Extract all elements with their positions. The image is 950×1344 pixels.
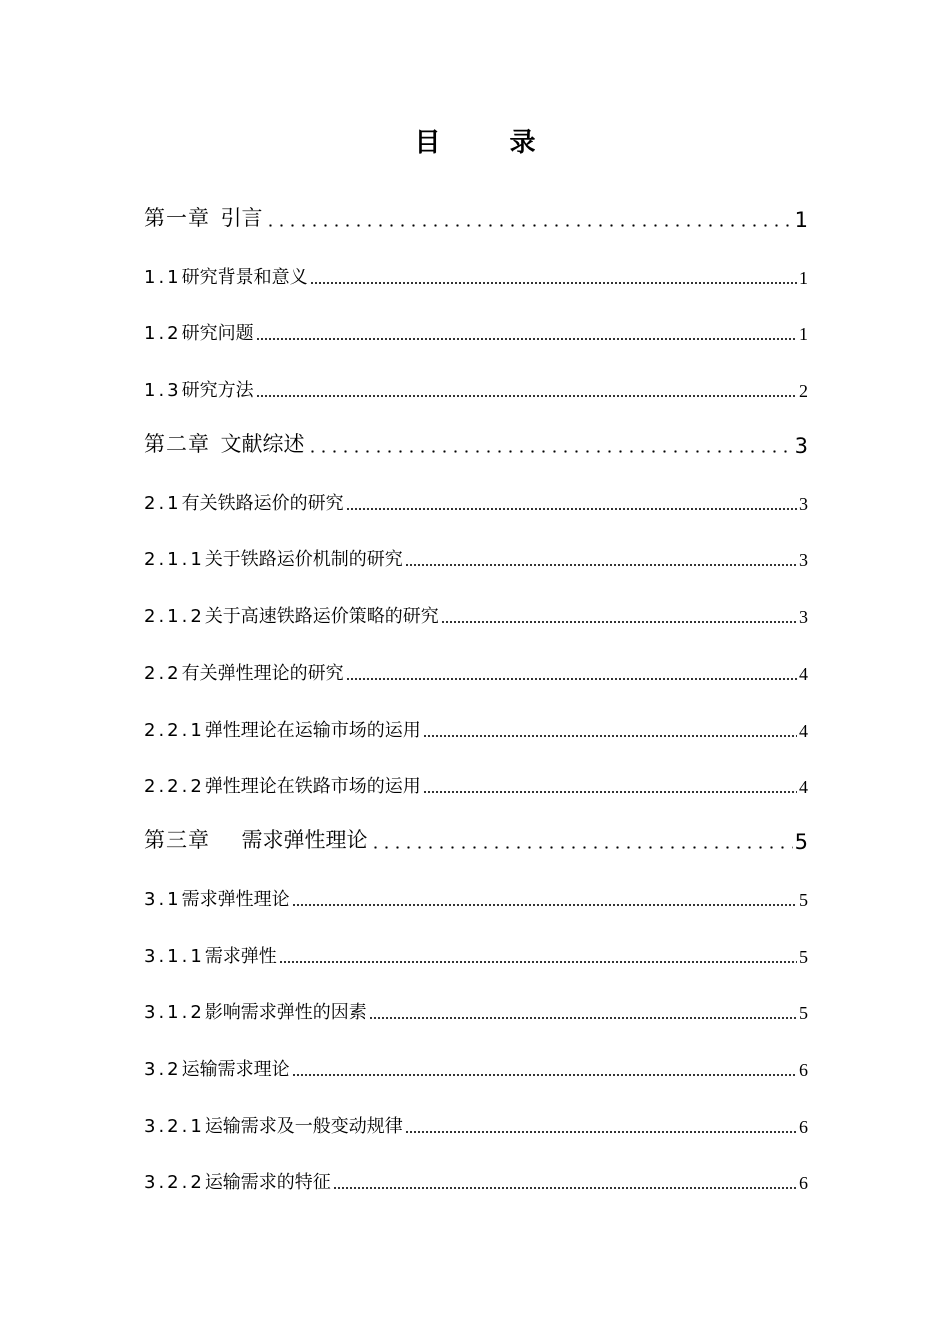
toc-row-title: 研究方法 xyxy=(181,380,254,402)
toc-row[interactable] xyxy=(144,746,808,803)
toc-row[interactable] xyxy=(144,575,808,632)
toc-title: 目 录 xyxy=(414,128,566,158)
toc-row-title: 关于铁路运价机制的研究 xyxy=(204,549,403,571)
toc-row-page: 2 xyxy=(799,381,808,402)
toc-row-page: 3 xyxy=(799,550,808,571)
toc-row[interactable] xyxy=(144,915,808,972)
toc-row-number: 2.2 xyxy=(144,662,182,684)
toc-row-label xyxy=(144,376,254,406)
toc-row[interactable] xyxy=(144,180,808,236)
toc-row-label xyxy=(144,545,403,575)
toc-list xyxy=(144,180,808,1198)
dot-leader xyxy=(405,1131,797,1133)
toc-row-label xyxy=(144,659,344,689)
toc-row-title: 文献综述 xyxy=(220,432,305,457)
toc-row[interactable] xyxy=(144,858,808,915)
dot-leader xyxy=(369,1017,797,1019)
toc-row[interactable] xyxy=(144,1028,808,1085)
toc-row-gap xyxy=(210,828,242,852)
toc-row-label xyxy=(144,1055,290,1085)
toc-row-number: 3.2.2 xyxy=(144,1172,205,1194)
toc-row-page: 6 xyxy=(799,1116,808,1137)
toc-row[interactable] xyxy=(144,406,808,462)
toc-row-title: 有关铁路运价的研究 xyxy=(181,492,344,514)
toc-row-label xyxy=(144,1168,331,1198)
toc-row-gap xyxy=(210,432,221,456)
dot-leader xyxy=(423,735,797,737)
toc-row-label xyxy=(144,602,439,632)
toc-row[interactable] xyxy=(144,689,808,746)
toc-row-number: 2.2.1 xyxy=(144,719,205,741)
dot-leader xyxy=(310,282,797,284)
toc-row-page: 3 xyxy=(799,607,808,628)
toc-row-title: 关于高速铁路运价策略的研究 xyxy=(204,606,439,628)
toc-row-title: 弹性理论在运输市场的运用 xyxy=(204,719,421,741)
toc-row-page: 1 xyxy=(799,267,808,288)
toc-row-label xyxy=(144,319,254,349)
toc-row-page: 3 xyxy=(794,434,808,459)
dot-leader xyxy=(265,224,793,227)
dot-leader xyxy=(279,961,797,963)
toc-row-title: 研究背景和意义 xyxy=(181,266,308,288)
toc-row-number: 2.2.2 xyxy=(144,776,205,798)
toc-row[interactable] xyxy=(144,293,808,350)
dot-leader xyxy=(333,1187,797,1189)
toc-row-page: 6 xyxy=(799,1059,808,1080)
dot-leader xyxy=(307,450,793,453)
toc-row-title: 运输需求及一般变动规律 xyxy=(204,1115,403,1137)
toc-row[interactable] xyxy=(144,632,808,689)
toc-row-label xyxy=(144,428,305,462)
toc-row-number: 3.1.1 xyxy=(144,945,205,967)
toc-row-label xyxy=(144,998,367,1028)
toc-row-number: 2.1 xyxy=(144,492,182,514)
toc-row-page: 3 xyxy=(799,493,808,514)
toc-row-label xyxy=(144,716,421,746)
toc-row-title: 需求弹性理论 xyxy=(181,888,290,910)
dot-leader xyxy=(346,678,797,680)
toc-row[interactable] xyxy=(144,972,808,1029)
toc-row-gap xyxy=(210,206,221,230)
toc-row-page: 1 xyxy=(799,324,808,345)
toc-row-number: 2.1.1 xyxy=(144,549,205,571)
toc-row[interactable] xyxy=(144,349,808,406)
toc-row-label xyxy=(144,942,277,972)
dot-leader xyxy=(346,508,797,510)
toc-row-number: 1.1 xyxy=(144,266,182,288)
toc-row-title: 运输需求的特征 xyxy=(204,1172,331,1194)
toc-row-title: 需求弹性理论 xyxy=(241,828,368,853)
toc-row[interactable] xyxy=(144,1142,808,1199)
toc-row-label xyxy=(144,489,344,519)
toc-row-page: 4 xyxy=(799,663,808,684)
toc-row-number: 1.2 xyxy=(144,323,182,345)
toc-row-title: 研究问题 xyxy=(181,323,254,345)
dot-leader xyxy=(441,621,797,623)
toc-row-number: 3.1 xyxy=(144,888,182,910)
toc-row-page: 4 xyxy=(799,777,808,798)
dot-leader xyxy=(405,564,797,566)
toc-row-page: 5 xyxy=(799,946,808,967)
toc-row-number: 3.2.1 xyxy=(144,1115,205,1137)
toc-row-title: 有关弹性理论的研究 xyxy=(181,662,344,684)
toc-row-label xyxy=(144,885,290,915)
toc-row-page: 5 xyxy=(799,889,808,910)
toc-row-title: 运输需求理论 xyxy=(181,1058,290,1080)
toc-row[interactable] xyxy=(144,802,808,858)
toc-row-label xyxy=(144,824,368,858)
toc-row-label xyxy=(144,202,263,236)
toc-row-title: 需求弹性 xyxy=(204,945,277,967)
dot-leader xyxy=(292,904,797,906)
dot-leader xyxy=(256,395,797,397)
toc-row-page: 1 xyxy=(794,208,808,232)
toc-row-number: 第一章 xyxy=(144,206,210,230)
toc-row[interactable] xyxy=(144,236,808,293)
dot-leader xyxy=(370,846,793,849)
dot-leader xyxy=(256,338,797,340)
toc-row-number: 第三章 xyxy=(144,828,210,853)
toc-row[interactable] xyxy=(144,519,808,576)
toc-row-page: 5 xyxy=(799,1003,808,1024)
toc-row[interactable] xyxy=(144,1085,808,1142)
toc-row-number: 3.2 xyxy=(144,1058,182,1080)
toc-row-title: 引言 xyxy=(220,206,263,230)
toc-row-label xyxy=(144,263,308,293)
toc-row-title: 弹性理论在铁路市场的运用 xyxy=(204,776,421,798)
toc-row-label xyxy=(144,772,421,802)
toc-row-number: 第二章 xyxy=(144,432,210,457)
toc-row-number: 3.1.2 xyxy=(144,1002,205,1024)
toc-row[interactable] xyxy=(144,462,808,519)
toc-row-number: 2.1.2 xyxy=(144,606,205,628)
toc-row-title: 影响需求弹性的因素 xyxy=(204,1002,367,1024)
toc-row-page: 4 xyxy=(799,720,808,741)
toc-row-number: 1.3 xyxy=(144,380,182,402)
toc-row-label xyxy=(144,1112,403,1142)
dot-leader xyxy=(423,791,797,793)
toc-row-page: 6 xyxy=(799,1173,808,1194)
dot-leader xyxy=(292,1074,797,1076)
toc-row-page: 5 xyxy=(794,830,808,855)
